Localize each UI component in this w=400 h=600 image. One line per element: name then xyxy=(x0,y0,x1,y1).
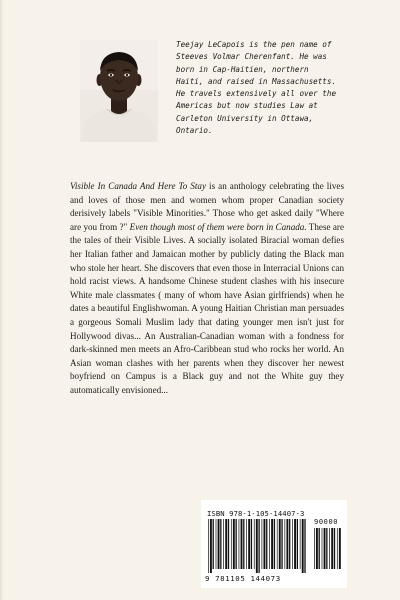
barcode-bar xyxy=(231,519,232,569)
barcode-digits: 9 781105 144073 xyxy=(205,574,281,583)
book-blurb xyxy=(70,180,344,398)
barcode-bar xyxy=(243,519,244,569)
barcode-bar xyxy=(285,519,286,569)
ean-barcode-bars xyxy=(207,519,307,573)
barcode-bar xyxy=(324,528,326,569)
barcode-bar xyxy=(251,519,252,569)
barcode-bar xyxy=(319,528,320,569)
barcode-bar xyxy=(337,528,338,569)
isbn-barcode-box xyxy=(201,500,347,588)
barcode-bar xyxy=(218,519,220,569)
barcode-bar xyxy=(246,519,247,569)
barcode-bar xyxy=(228,519,229,569)
barcode-bar xyxy=(254,519,255,569)
barcode-bar xyxy=(322,528,323,569)
barcode-bar xyxy=(248,519,250,569)
price-code: 90000 xyxy=(314,518,339,526)
isbn-label: ISBN 978-1-105-14407-3 xyxy=(207,509,305,518)
barcode-bar xyxy=(236,519,237,569)
barcode-bar xyxy=(302,519,304,573)
barcode-bar xyxy=(233,519,235,569)
barcode-bar xyxy=(220,519,221,569)
barcode-bar xyxy=(331,528,333,569)
barcode-bar xyxy=(279,519,281,569)
barcode-bar xyxy=(294,519,296,569)
barcode-bar xyxy=(225,519,227,569)
barcode-bar xyxy=(286,519,288,569)
blurb-text-part-1: is an anthology celebrating the lives and loves of those men and women whom proper Canadian society derisively labels "Visible Minorities." Those who get asked daily "Where are you from ?" xyxy=(70,181,344,232)
barcode-bar xyxy=(208,519,209,573)
barcode-bar xyxy=(223,519,224,569)
barcode-bar xyxy=(258,519,259,573)
barcode-bar xyxy=(262,519,263,569)
barcode-bar xyxy=(300,519,301,569)
author-portrait-image xyxy=(80,40,158,142)
barcode-bar xyxy=(289,519,290,569)
barcode-bar xyxy=(281,519,282,569)
barcode-bar xyxy=(334,528,335,569)
barcode-bar xyxy=(271,519,273,569)
barcode-bar xyxy=(239,519,240,569)
author-photo xyxy=(80,40,158,142)
barcode-bar xyxy=(213,519,214,569)
barcode-bar xyxy=(329,528,330,569)
blurb-book-title: Visible In Canada And Here To Stay xyxy=(70,181,206,191)
barcode-bar xyxy=(277,519,278,569)
barcode-bar xyxy=(241,519,243,569)
barcode-bar xyxy=(269,519,270,569)
barcode-bar xyxy=(314,528,315,569)
barcode-bar xyxy=(210,519,212,573)
barcode-bar xyxy=(264,519,266,569)
barcode-bar xyxy=(292,519,293,569)
barcode-bar xyxy=(339,528,341,569)
blurb-italic-phrase: Even though most of them were born in Canada. xyxy=(129,221,307,232)
barcode-bar xyxy=(216,519,217,569)
author-bio: Teejay LeCapois is the pen name of Steeves Volmar Cherenfant. He was born in Cap-Haitien, northern Haiti, and raised in Massachusetts. He travels extensively all over the Americas but now studies Law at Carleton University in Ottawa, Ontario. xyxy=(176,40,337,136)
barcode-bar xyxy=(304,519,305,573)
barcode-bar xyxy=(256,519,258,573)
barcode-bar xyxy=(316,528,318,569)
barcode-bar xyxy=(274,519,275,569)
barcode-bar xyxy=(297,519,298,569)
barcode-bar xyxy=(266,519,267,569)
addon-barcode-bars xyxy=(313,528,343,573)
barcode-bar xyxy=(326,528,327,569)
blurb-text-part-2: These are the tales of their Visible Lives. A socially isolated Biracial woman defies her Italian father and Jamaican mother by publicly dating the Black man who stole her heart. She discovers that even those in Interracial Unions can hold racist views. A handsome Chinese student clashes with his insecure White male classmates ( many of whom have Asian girlfriends) when he dates a beautiful Englishwoman. A young Haitian Christian man persuades a gorgeous Somali Muslim lady that dating younger men isn't just for Hollywood divas... An Australian-Canadian woman with a fondness for dark-skinned men meets an Afro-Caribbean stud who rocks her world. An Asian woman clashes with her parents when they discover her newest boyfriend on Campus is a Black guy and not the White guy they automatically envisioned... xyxy=(70,221,344,395)
